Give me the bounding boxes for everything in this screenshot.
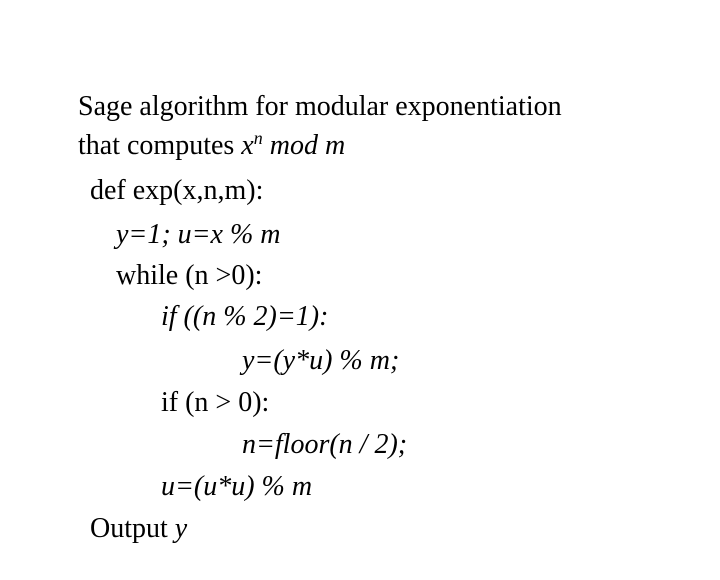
code-if-positive-text: if (n > 0): [161,387,270,418]
code-if-odd-text: if ((n % 2)=1): [161,301,329,332]
code-update-y-text: y=(y*u) % m; [242,345,400,376]
code-halve-n-text: n=floor(n / 2); [242,429,408,460]
output-variable: y [174,513,188,544]
code-while-text: while (n >0): [116,260,263,291]
heading-prefix: that computes [78,130,242,161]
output-label: Output [90,513,175,544]
formula-base: x [241,130,254,161]
code-init-text: y=1; u=x % m [116,219,281,250]
formula-exponent: n [253,128,263,148]
formula-modulus: mod m [262,130,346,161]
code-square-u-text: u=(u*u) % m [161,471,313,502]
output-line [62,478,187,580]
code-def-text: def exp(x,n,m): [90,175,264,206]
heading-text: Sage algorithm for modular exponentiation [78,91,562,122]
